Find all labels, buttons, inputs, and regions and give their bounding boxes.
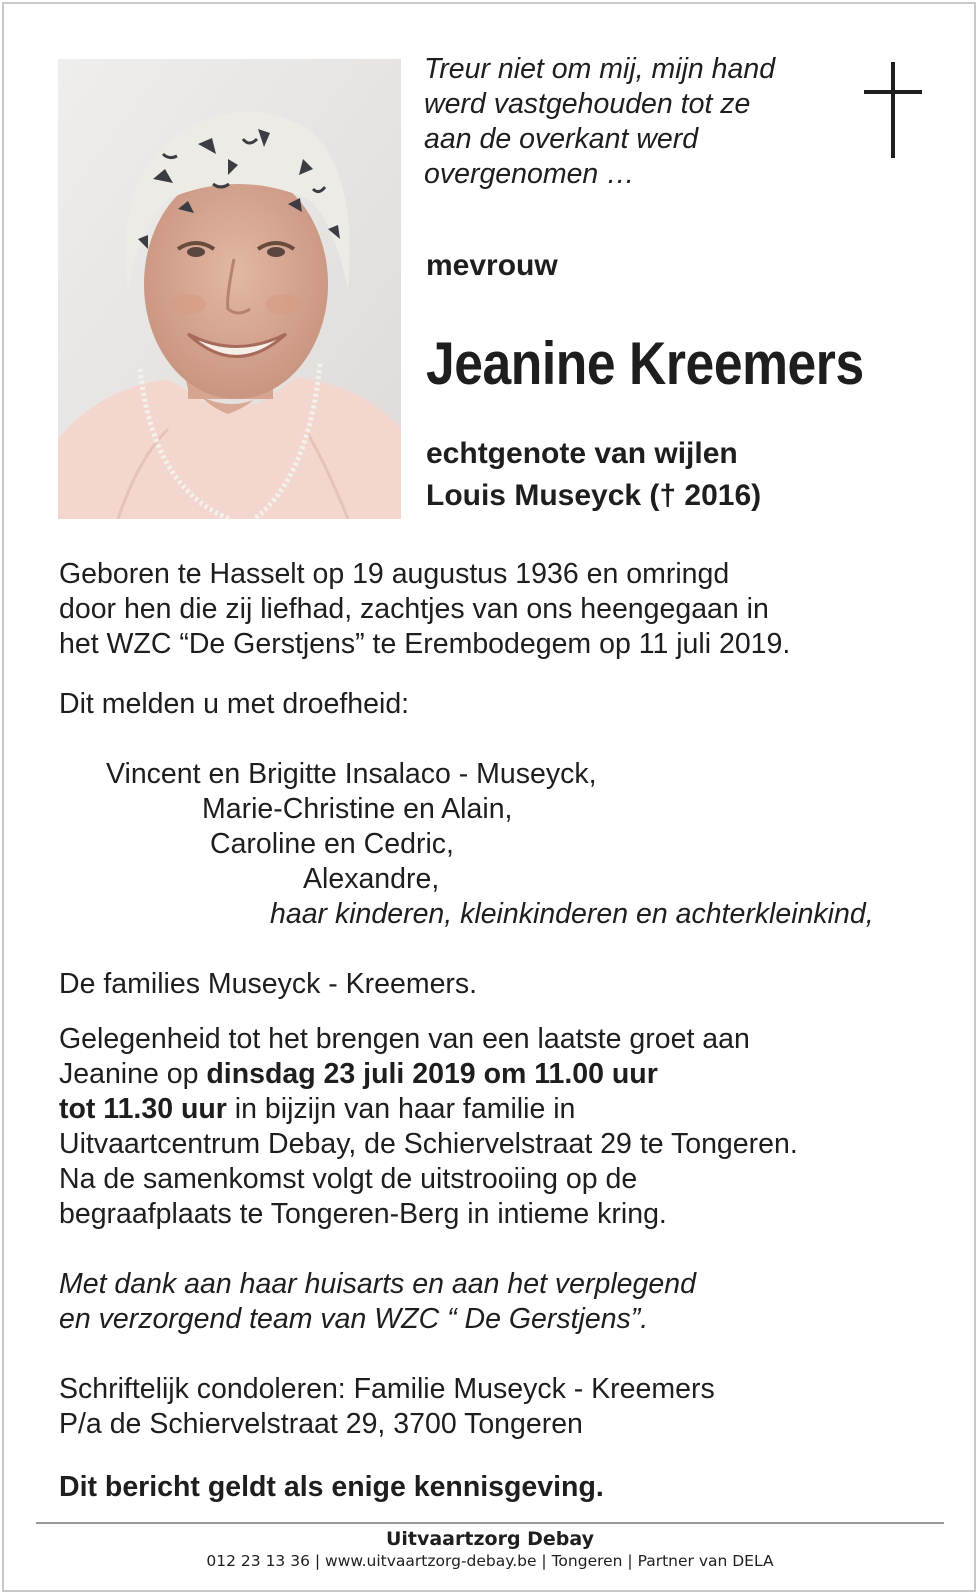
visitation-text: in bijzijn van haar familie in <box>226 1093 576 1125</box>
poem-line: overgenomen … <box>424 158 635 190</box>
visitation-line <box>59 1057 658 1092</box>
families-line: De families Museyck - Kreemers. <box>59 968 478 1000</box>
spouse-line: Louis Museyck († 2016) <box>426 479 762 512</box>
family-line: Alexandre, <box>303 863 440 895</box>
condolence-line: Schriftelijk condoleren: Familie Museyck - Kreemers <box>59 1373 715 1405</box>
family-line: Caroline en Cedric, <box>210 828 454 860</box>
notice: Dit bericht geldt als enige kennisgeving. <box>59 1471 604 1503</box>
visitation-line: Uitvaartcentrum Debay, de Schiervelstraat 29 te Tongeren. <box>59 1128 798 1160</box>
intro-line: Geboren te Hasselt op 19 augustus 1936 en omringd <box>59 558 730 590</box>
family-relation: haar kinderen, kleinkinderen en achterkleinkind, <box>270 898 874 930</box>
footer-details: 012 23 13 36 | www.uitvaartzorg-debay.be | Tongeren | Partner van DELA <box>206 1552 774 1570</box>
thanks-line: Met dank aan haar huisarts en aan het verplegend <box>59 1268 696 1300</box>
poem-line: werd vastgehouden tot ze <box>424 88 751 120</box>
spouse-line: echtgenote van wijlen <box>426 437 738 470</box>
visitation-line: Na de samenkomst volgt de uitstrooiing op de <box>59 1163 638 1195</box>
visitation-line: Gelegenheid tot het brengen van een laatste groet aan <box>59 1023 750 1055</box>
honorific: mevrouw <box>426 249 558 282</box>
footer-company: Uitvaartzorg Debay <box>385 1528 595 1550</box>
thanks-line: en verzorgend team van WZC “ De Gerstjens”. <box>59 1303 649 1335</box>
footer-divider <box>36 1522 944 1524</box>
condolence-line: P/a de Schiervelstraat 29, 3700 Tongeren <box>59 1408 583 1440</box>
family-line: Marie-Christine en Alain, <box>202 793 513 825</box>
announcement: Dit melden u met droefheid: <box>59 688 410 720</box>
visitation-text: Jeanine op <box>59 1058 207 1090</box>
visitation-time: tot 11.30 uur <box>59 1093 227 1125</box>
intro-line: het WZC “De Gerstjens” te Erembodegem op 11 juli 2019. <box>59 628 791 660</box>
visitation-date: dinsdag 23 juli 2019 om 11.00 uur <box>206 1058 658 1090</box>
intro-line: door hen die zij liefhad, zachtjes van ons heengegaan in <box>59 593 769 625</box>
deceased-name: Jeanine Kreemers <box>426 330 864 397</box>
poem-line: aan de overkant werd <box>424 123 699 155</box>
family-line: Vincent en Brigitte Insalaco - Museyck, <box>106 758 597 790</box>
poem-line: Treur niet om mij, mijn hand <box>424 53 776 85</box>
visitation-line: begraafplaats te Tongeren-Berg in intieme kring. <box>59 1198 667 1230</box>
cross-icon <box>864 62 922 158</box>
visitation-line <box>59 1092 575 1127</box>
portrait-photo <box>58 59 401 519</box>
